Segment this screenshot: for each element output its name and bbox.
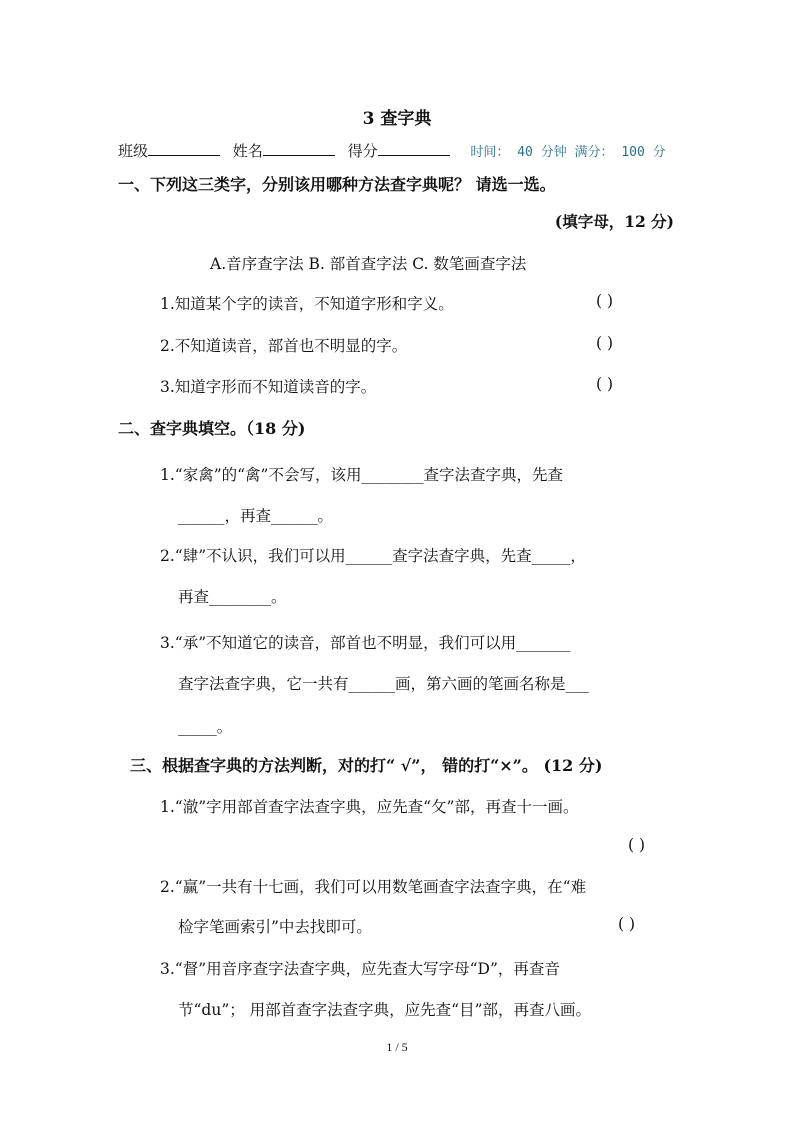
section3-q2-line2: 检字笔画索引”中去找即可。 [178, 918, 372, 936]
section1-note: (填字母，12 分) [554, 212, 674, 231]
section1-heading: 一、下列这三类字，分别该用哪种方法查字典呢？ 请选一选。 [118, 175, 556, 194]
page-title: 3 查字典 [362, 109, 432, 129]
section1-q2: 2.不知道读音，部首也不明显的字。 [160, 337, 408, 355]
class-blank [148, 141, 220, 156]
section1-options: A.音序查字法 B. 部首查字法 C. 数笔画查字法 [210, 255, 527, 273]
time-score-info: 时间： 40 分钟 满分： 100 分 [470, 145, 666, 160]
section1-q3-answer[interactable]: ( ) [596, 375, 614, 393]
section3-q3-line1: 3.“督”用音序查字法查字典，应先查大写字母“D”，再查音 [160, 960, 560, 978]
class-label: 班级 [118, 142, 149, 160]
section2-q3-line1: 3.“承”不知道它的读音，部首也不明显，我们可以用_______ [160, 634, 571, 652]
section2-q1-line1: 1.“家禽”的“禽”不会写，该用________查字法查字典，先查 [160, 466, 563, 484]
section3-heading: 三、根据查字典的方法判断，对的打“ √”， 错的打“×”。 (12 分) [130, 756, 603, 775]
section3-q2-line1: 2.“赢”一共有十七画，我们可以用数笔画查字法查字典，在“难 [160, 878, 587, 896]
score-label: 得分 [347, 142, 378, 160]
student-info-line [118, 140, 666, 161]
section1-q1-answer[interactable]: ( ) [596, 292, 614, 310]
section3-q1: 1.“澈”字用部首查字法查字典，应先查“攵”部，再查十一画。 [160, 798, 579, 816]
section2-q3-line2: 查字法查字典，它一共有______画，第六画的笔画名称是___ [178, 675, 589, 693]
section3-q1-answer[interactable]: ( ) [628, 836, 646, 854]
section1-q2-answer[interactable]: ( ) [596, 334, 614, 352]
page-number: 1 / 5 [386, 1040, 408, 1054]
section3-q3-line2: 节“du”； 用部首查字法查字典，应先查“目”部，再查八画。 [178, 1001, 592, 1019]
section2-q2-line2: 再查________。 [178, 588, 287, 606]
score-blank [378, 141, 450, 156]
section1-q3: 3.知道字形而不知道读音的字。 [160, 378, 377, 396]
name-label: 姓名 [232, 142, 263, 160]
name-blank [263, 141, 335, 156]
section1-q1: 1.知道某个字的读音，不知道字形和字义。 [160, 295, 454, 313]
section2-q1-line2: ______，再查______。 [178, 507, 334, 525]
section2-q3-line3: _____。 [178, 718, 233, 736]
section3-q2-answer[interactable]: ( ) [618, 915, 636, 933]
section2-q2-line1: 2.“肆”不认识，我们可以用______查字法查字典，先查_____， [160, 547, 586, 565]
section2-heading: 二、查字典填空。（18 分) [118, 419, 306, 438]
